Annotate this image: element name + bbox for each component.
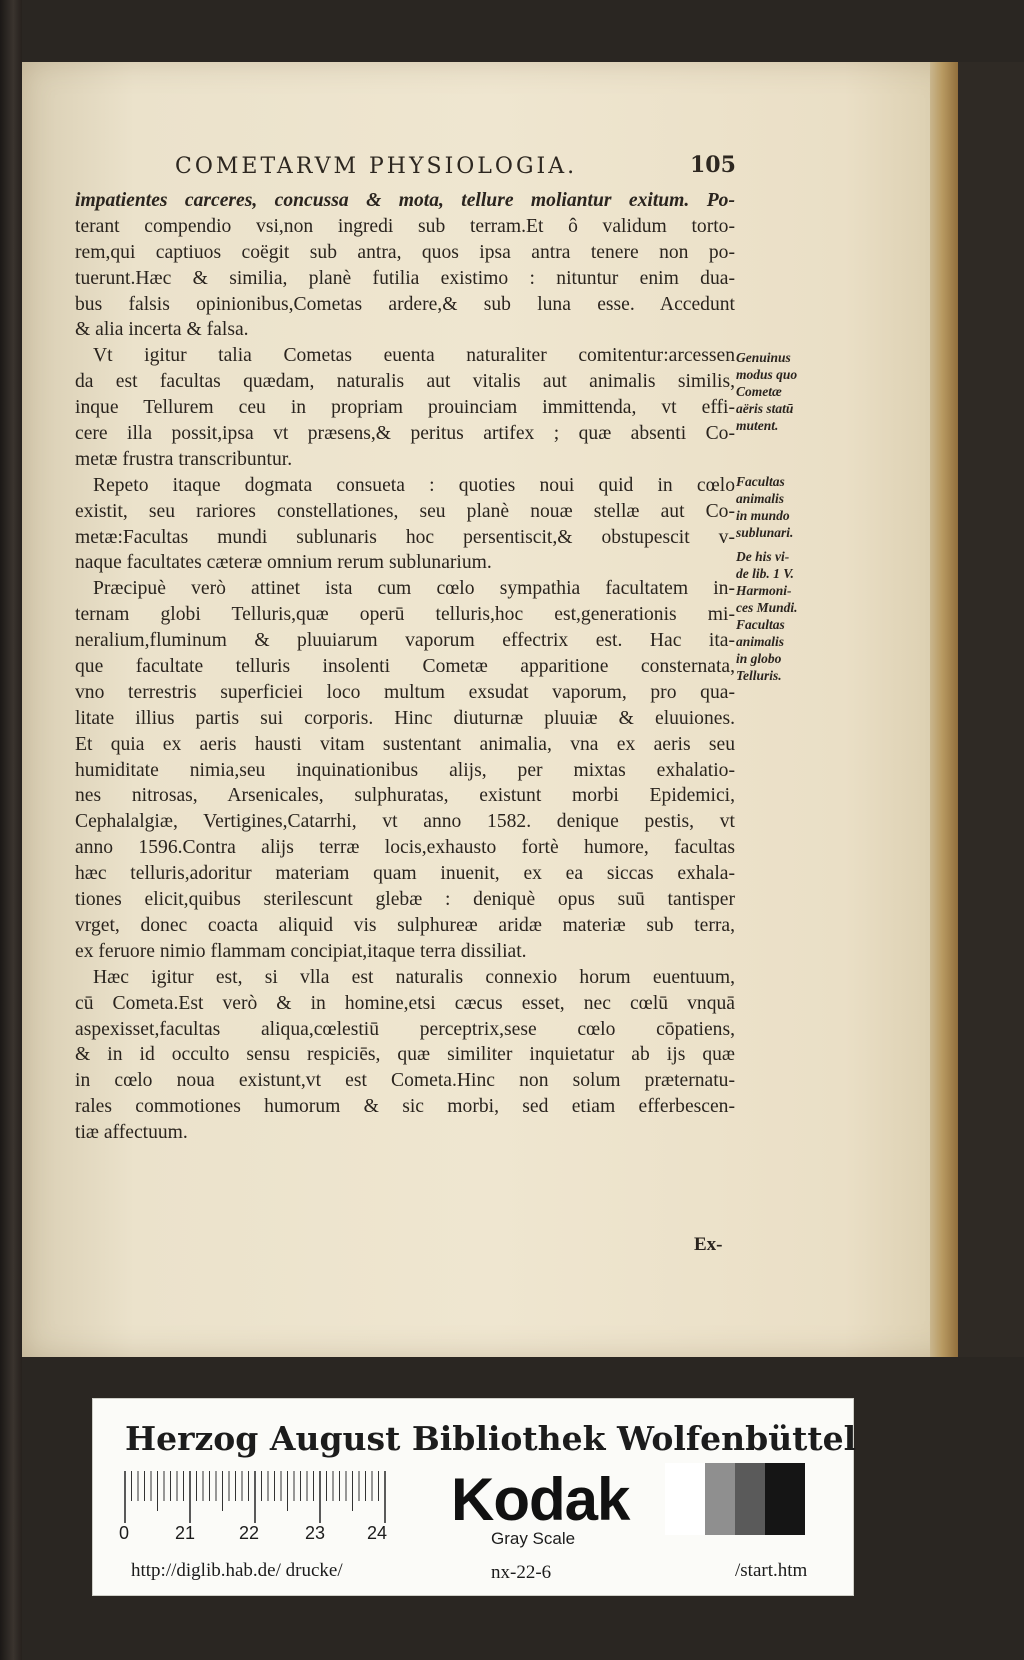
text-line: tiæ affectuum. [75,1122,188,1144]
kodak-logo: Kodak [451,1466,630,1533]
text-line: aspexisset,facultas aliqua,cœlestiū perceptrix,sese cœlo cōpatiens, [75,1018,735,1040]
marginal-note: ces Mundi. [736,599,798,615]
text-line: vno terrestris superficiei loco multum exsudat vaporum, pro qua- [75,681,735,703]
gray-scale-label: Gray Scale [491,1529,576,1548]
gray-swatch [735,1463,765,1535]
gray-swatch [705,1463,735,1535]
text-line: Repeto itaque dogmata consueta : quoties noui quid in cœlo [93,474,735,496]
text-line: bus falsis opinionibus,Cometas ardere,& sub luna esse. Accedunt [75,293,735,315]
page-edge [930,62,960,1357]
text-line: neralium,fluminum & pluuiarum vaporum effectrix est. Hac ita- [75,630,735,652]
marginal-note: mutent. [736,417,779,433]
marginal-note: De his vi- [736,548,790,564]
marginal-note: in mundo [736,507,790,523]
color-bar-card [92,1398,857,1596]
text-line: impatientes carceres, concussa & mota, tellure moliantur exitum. Po- [75,190,735,211]
text-line: cū Cometa.Est verò & in homine,etsi cæcus esset, nec cœlū vnquā [75,992,735,1014]
scanner-frame-right [958,62,1024,1357]
text-line: litate illius partis sui corporis. Hinc diuturnæ pluuiæ & eluuiones. [75,707,735,729]
marginal-note: Cometæ [736,383,782,399]
text-line: anno 1596.Contra alijs terræ locis,exhausto fortè humore, facultas [75,837,735,859]
marginal-note: aëris statū [736,400,794,416]
text-line: & in id occulto sensu respiciēs, quæ similiter inquietatur ab ijs quæ [75,1044,735,1066]
url-left: http://diglib.hab.de/ drucke/ [131,1560,343,1581]
text-line: Hæc igitur est, si vlla est naturalis connexio horum euentuum, [93,966,735,988]
marginal-note: Facultas [736,473,785,489]
text-line: humiditate nimia,seu inquinationibus alijs, per mixtas exhalatio- [75,759,735,781]
text-line: naque facultates cæteræ omnium rerum sublunarium. [75,552,492,574]
catchword: Ex- [694,1234,723,1255]
marginal-note: in globo [736,650,782,666]
text-line: tuerunt.Hæc & similia, planè futilia existimo : nituntur enim dua- [75,267,735,289]
text-line: que facultate telluris insolenti Cometæ apparitione consternata, [75,656,735,678]
text-line: vrget, donec coacta aliquid vis sulphureæ aridæ materiæ sub terra, [75,914,735,936]
marginal-note: modus quo [736,366,798,382]
running-title: COMETARVM PHYSIOLOGIA. [175,154,578,179]
ruler-label: 23 [305,1523,326,1543]
ruler-label: 24 [367,1523,388,1543]
text-line: terant compendio vsi,non ingredi sub terram.Et ô validum torto- [75,215,735,237]
text-line: Vt igitur talia Cometas euenta naturaliter comitentur:arcessen [93,345,735,367]
marginal-note: Facultas [736,616,785,632]
marginal-notes [736,350,826,685]
text-line: rales commotiones humorum & sic morbi, sed etiam efferbescen- [75,1096,735,1118]
text-line: rem,qui captiuos coëgit sub antra, quos ipsa antra tenere non po- [75,241,735,263]
text-line: Præcipuè verò attinet ista cum cœlo sympathia facultatem in- [93,578,735,600]
ruler-label: 21 [175,1523,196,1543]
url-right: /start.htm [735,1560,808,1581]
text-line: & alia incerta & falsa. [75,319,249,341]
marginal-note: animalis [736,633,785,649]
shelfmark-code: nx-22-6 [491,1562,552,1583]
ruler-label: 0 [119,1523,130,1543]
text-line: inque Tellurem ceu in propriam prouinciam immittenda, vt effi- [75,397,735,419]
marginal-note: sublunari. [736,524,794,540]
running-head [70,148,750,188]
text-line: in cœlo noua existunt,vt est Cometa.Hinc non solum præternatu- [75,1070,735,1092]
text-line: metæ:Facultas mundi sublunaris hoc persentiscit,& obstupescit v- [75,526,735,548]
text-line: cere illa possit,ipsa vt præsens,& peritus artifex ; quæ absenti Co- [75,423,735,445]
text-line: nes nitrosas, Arsenicales, sulphuratas, existunt morbi Epidemici, [75,785,735,807]
gray-swatch [665,1463,705,1535]
marginal-note: de lib. 1 V. [736,565,794,581]
text-line: tiones elicit,quibus sterilescunt glebæ : deniquè opus suū tantisper [75,889,735,911]
scanner-frame-left [0,0,22,1660]
text-line: Et quia ex aeris hausti vitam sustentant animalia, vna ex aeris seu [75,733,735,755]
text-line: metæ frustra transcribuntur. [75,448,293,470]
text-line: Cephalalgiæ, Vertigines,Catarrhi, vt anno 1582. denique pestis, vt [75,811,735,833]
ruler-labels [119,1523,423,1547]
body-text [75,188,735,1146]
text-line: hæc telluris,adoritur materiam quam inuenit, ex ea siccas exhala- [75,863,735,885]
marginal-note: Telluris. [736,667,782,683]
text-line: ternam globi Telluris,quæ operū telluris,hoc est,generationis mi- [75,604,735,626]
marginal-note: Harmoni- [736,582,792,598]
marginal-note: Genuinus [736,350,791,365]
text-line: ex feruore nimio flammam concipiat,itaque terra dissiliat. [75,940,527,962]
marginal-note: animalis [736,490,785,506]
text-line: existit, seu rariores constellationes, seu planè nouæ stellæ aut Co- [75,500,735,522]
ruler-label: 22 [239,1523,260,1543]
page-number: 105 [690,152,736,178]
text-line: da est facultas quædam, naturalis aut vitalis aut animalis similis, [75,371,735,393]
library-name: Herzog August Bibliothek Wolfenbüttel [125,1419,857,1458]
gray-swatch [765,1463,805,1535]
